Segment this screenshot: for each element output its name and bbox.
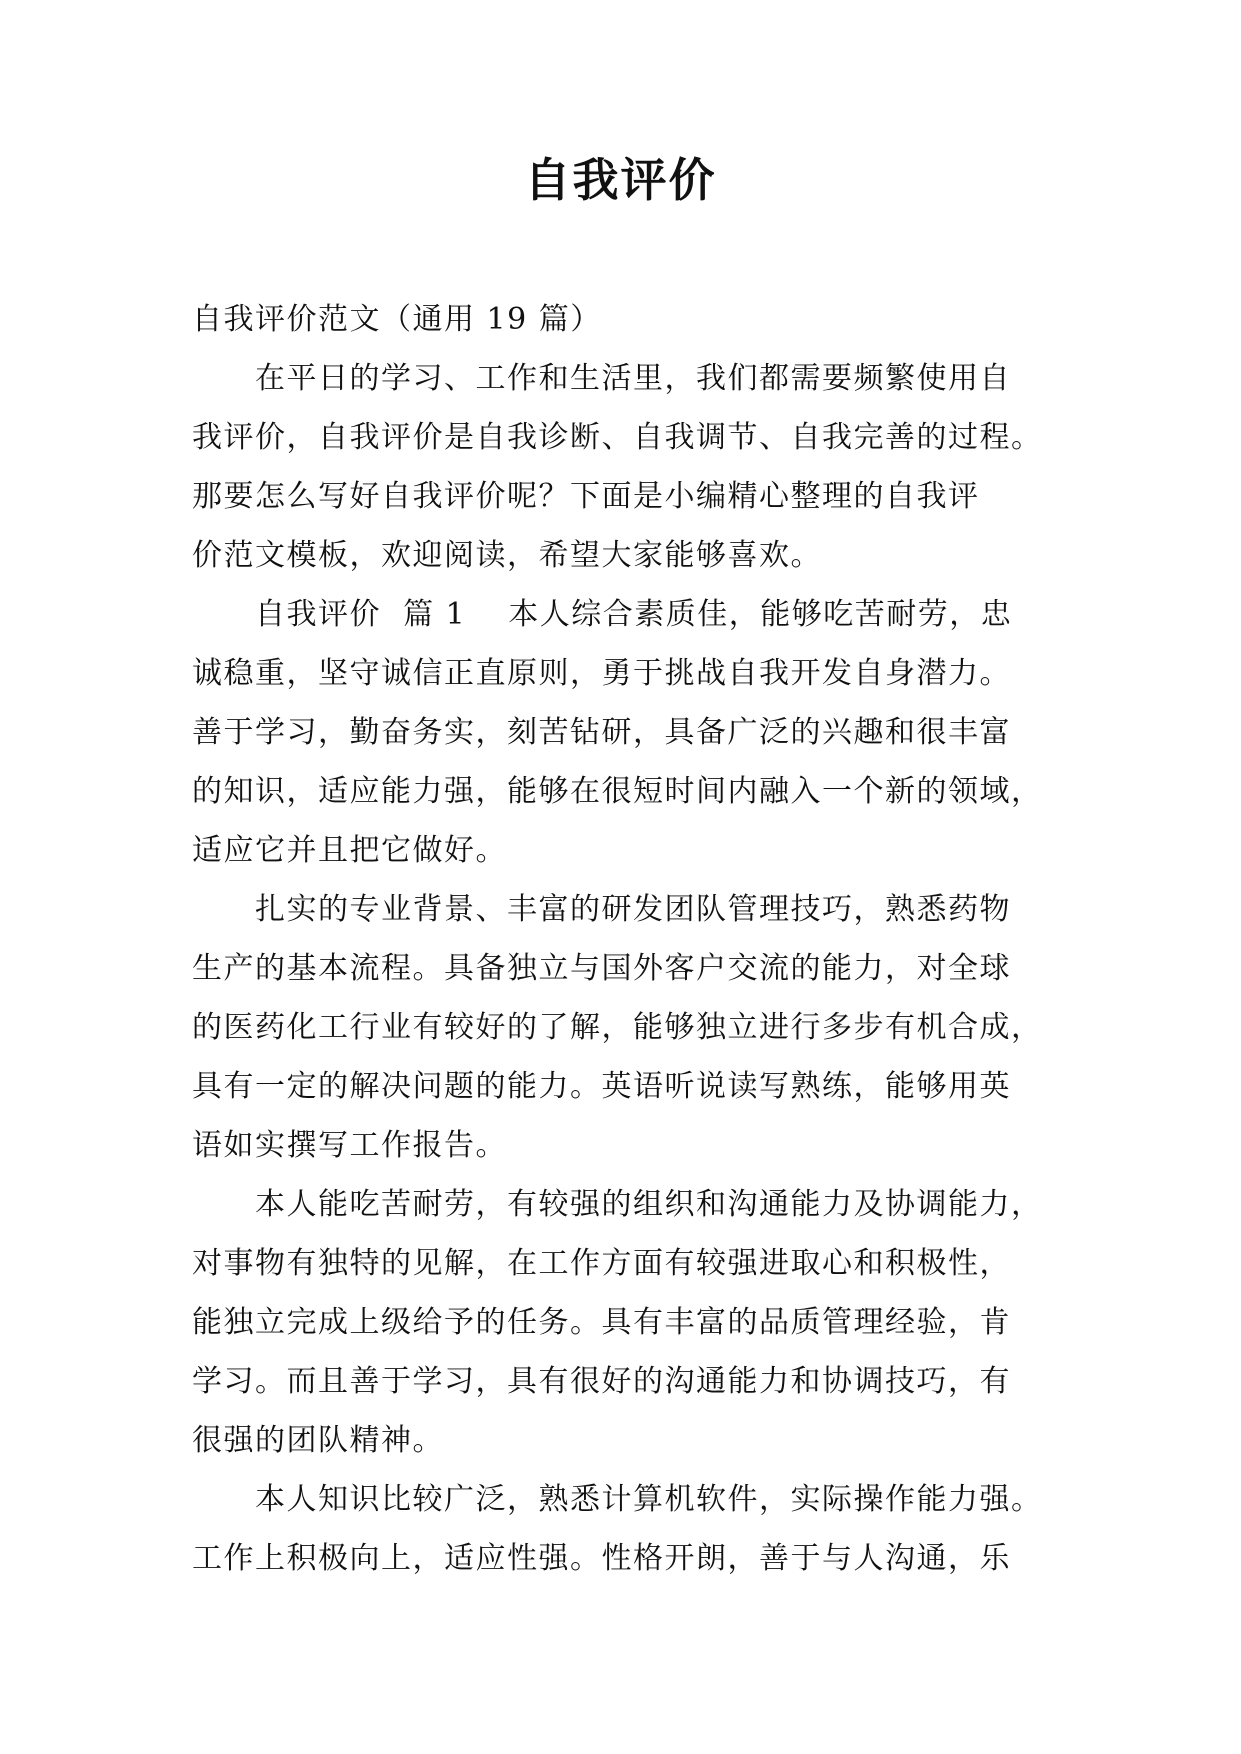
paragraph-line: 扎实的专业背景、丰富的研发团队管理技巧，熟悉药物 — [255, 892, 1011, 927]
paragraph-line: 的医药化工行业有较好的了解，能够独立进行多步有机合成， — [192, 1010, 1043, 1045]
paragraph-line: 本人能吃苦耐劳，有较强的组织和沟通能力及协调能力， — [255, 1187, 1043, 1222]
paragraph-line: 我评价，自我评价是自我诊断、自我调节、自我完善的过程。 — [192, 420, 1043, 455]
paragraph-line: 工作上积极向上，适应性强。性格开朗，善于与人沟通，乐 — [192, 1541, 1011, 1576]
paragraph-line: 学习。而且善于学习，具有很好的沟通能力和协调技巧，有 — [192, 1364, 1011, 1399]
paragraph-text: 本人综合素质佳，能够吃苦耐劳，忠 — [508, 597, 1013, 632]
document-title: 自我评价 — [524, 153, 717, 207]
paragraph-line: 适应它并且把它做好。 — [192, 833, 507, 868]
document-subtitle: 自我评价范文（通用 19 篇） — [192, 302, 602, 337]
paragraph-line: 的知识，适应能力强，能够在很短时间内融入一个新的领域， — [192, 774, 1043, 809]
paragraph-line: 价范文模板，欢迎阅读，希望大家能够喜欢。 — [192, 538, 822, 573]
paragraph-line: 很强的团队精神。 — [192, 1423, 444, 1458]
paragraph-line: 能独立完成上级给予的任务。具有丰富的品质管理经验，肯 — [192, 1305, 1011, 1340]
paragraph-line — [192, 585, 1062, 644]
paragraph-line: 语如实撰写工作报告。 — [192, 1128, 507, 1163]
paragraph-line: 生产的基本流程。具备独立与国外客户交流的能力，对全球 — [192, 951, 1011, 986]
paragraph-line: 那要怎么写好自我评价呢？下面是小编精心整理的自我评 — [192, 479, 980, 514]
paragraph-line: 本人知识比较广泛，熟悉计算机软件，实际操作能力强。 — [255, 1482, 1043, 1517]
paragraph-line: 对事物有独特的见解，在工作方面有较强进取心和积极性， — [192, 1246, 1011, 1281]
paragraph-line: 具有一定的解决问题的能力。英语听说读写熟练，能够用英 — [192, 1069, 1011, 1104]
paragraph-line: 在平日的学习、工作和生活里，我们都需要频繁使用自 — [255, 361, 1011, 396]
paragraph-line: 诚稳重，坚守诚信正直原则，勇于挑战自我开发自身潜力。 — [192, 656, 1011, 691]
section-heading: 自我评价 篇 1 — [255, 597, 467, 632]
document-body — [192, 290, 1062, 1588]
paragraph-line: 善于学习，勤奋务实，刻苦钻研，具备广泛的兴趣和很丰富 — [192, 715, 1011, 750]
